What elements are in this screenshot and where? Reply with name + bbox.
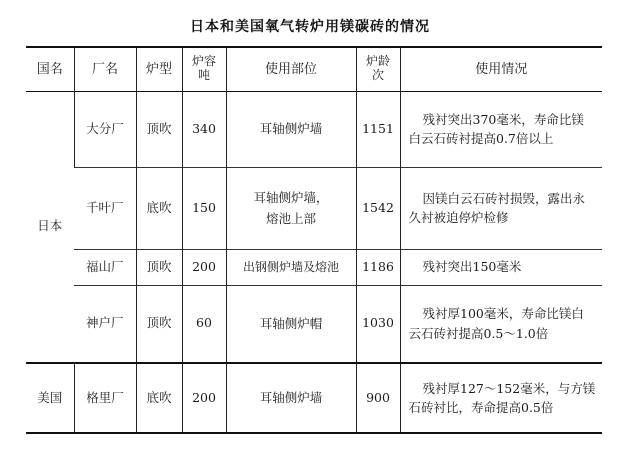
usage-condition-cell — [400, 363, 602, 433]
usage-condition-cell — [400, 167, 602, 249]
furnace-type-cell: 底吹 — [136, 167, 182, 249]
usage-condition-cell — [400, 285, 602, 363]
life-cell: 1151 — [356, 91, 400, 167]
table-row — [26, 363, 602, 433]
header-factory: 厂名 — [74, 47, 136, 91]
header-row — [26, 47, 602, 91]
usage-condition-text: 残衬突出370毫米，寿命比镁白云石砖衬提高0.7倍以上 — [408, 111, 584, 146]
usage-condition-cell — [400, 249, 602, 285]
header-capacity-line1: 炉容 — [191, 54, 216, 69]
header-life-line2: 次 — [371, 68, 384, 83]
life-cell: 900 — [356, 363, 400, 433]
header-usage-part: 使用部位 — [226, 47, 356, 91]
life-cell: 1030 — [356, 285, 400, 363]
factory-cell: 格里厂 — [74, 363, 136, 433]
usage-condition-text: 残衬突出150毫米 — [422, 259, 522, 275]
table-row — [26, 249, 602, 285]
furnace-type-cell: 顶吹 — [136, 91, 182, 167]
country-cell-japan: 日本 — [37, 218, 63, 234]
usage-condition-cell — [400, 91, 602, 167]
header-usage-condition: 使用情况 — [400, 47, 602, 91]
capacity-cell: 60 — [182, 285, 226, 363]
document-title: 日本和美国氧气转炉用镁碳砖的情况 — [190, 19, 430, 35]
usage-part-cell: 耳轴侧炉墙 — [226, 91, 356, 167]
header-furnace-type: 炉型 — [136, 47, 182, 91]
factory-cell: 千叶厂 — [85, 199, 124, 215]
capacity-cell: 200 — [182, 249, 226, 285]
factory-cell: 大分厂 — [74, 91, 136, 167]
usage-part-line2: 熔池上部 — [265, 211, 316, 226]
header-capacity-line2: 吨 — [197, 68, 210, 83]
usage-condition-text: 因镁白云石砖衬损毁，露出永久衬被迫停炉检修 — [408, 190, 586, 225]
table-row — [26, 285, 602, 363]
factory-cell: 神户厂 — [85, 315, 124, 331]
factory-cell: 福山厂 — [85, 258, 124, 274]
capacity-cell: 150 — [182, 167, 226, 249]
table-row — [26, 91, 602, 167]
header-capacity — [182, 47, 226, 91]
capacity-cell: 200 — [182, 363, 226, 433]
usage-part-cell: 出钢侧炉墙及熔池 — [226, 249, 356, 285]
usage-part-cell: 耳轴侧炉墙 — [226, 363, 356, 433]
life-cell: 1542 — [356, 167, 400, 249]
refractory-data-table — [26, 46, 602, 434]
header-country: 国名 — [36, 61, 63, 77]
usage-part-cell — [226, 167, 356, 249]
usage-part-line1: 耳轴侧炉墙， — [253, 189, 329, 205]
life-cell: 1186 — [356, 249, 400, 285]
furnace-type-cell: 顶吹 — [136, 285, 182, 363]
table-row — [26, 167, 602, 249]
usage-condition-text: 残衬厚127～152毫米，与方镁石砖衬比，寿命提高0.5倍 — [408, 380, 596, 415]
furnace-type-cell: 底吹 — [136, 363, 182, 433]
country-cell-usa: 美国 — [37, 389, 63, 405]
usage-part-cell: 耳轴侧炉帽 — [226, 285, 356, 363]
capacity-cell: 340 — [182, 91, 226, 167]
usage-condition-text: 残衬厚100毫米，寿命比镁白云石砖衬提高0.5～1.0倍 — [408, 306, 584, 341]
header-life — [356, 47, 400, 91]
furnace-type-cell: 顶吹 — [136, 249, 182, 285]
header-life-line1: 炉龄 — [365, 54, 390, 69]
